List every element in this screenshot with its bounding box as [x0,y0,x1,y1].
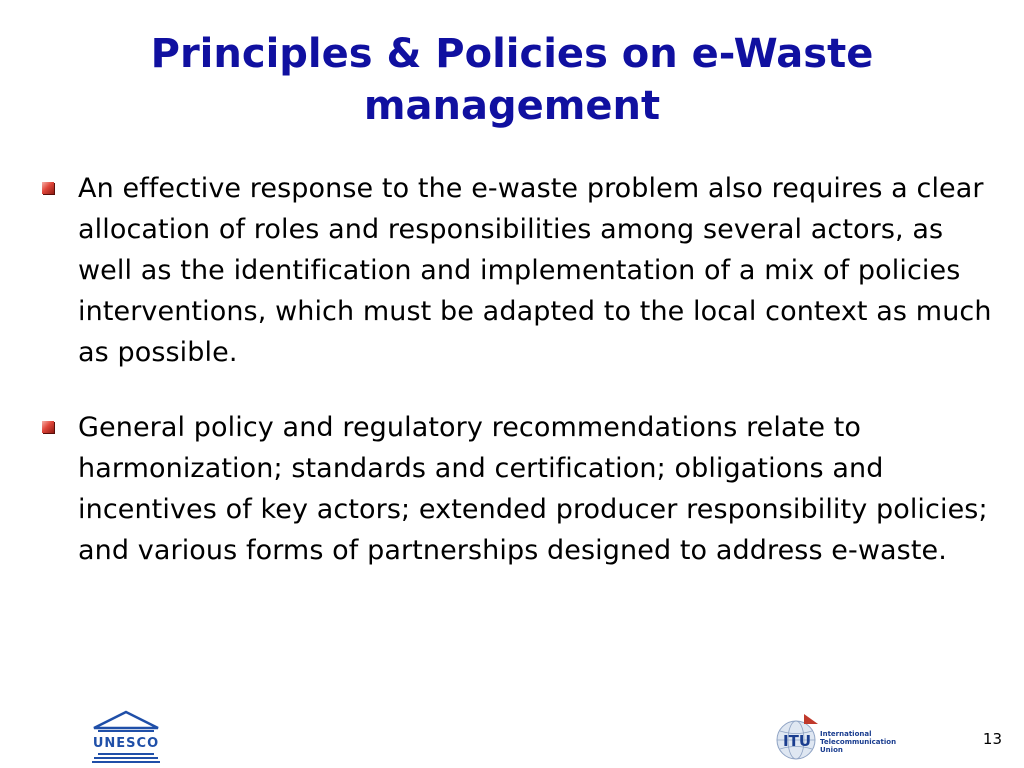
bullet-square-icon [42,421,54,433]
bullet-item [40,168,995,373]
itu-name [820,730,896,754]
itu-logo [774,710,897,764]
bullet-text: An effective response to the e-waste problem also requires a clear allocation of roles and responsibilities among several actors, as well as the identification and implementation of a mix of policies interventions, which must be adapted to the local context as much as possible. [78,173,992,368]
itu-name-line: Union [820,746,843,754]
slide-title: Principles & Policies on e-Waste management [150,31,874,129]
itu-name-line: International [820,730,872,738]
bullet-text: General policy and regulatory recommendations relate to harmonization; standards and certification; obligations and incentives of key actors; extended producer responsibility policies; and various forms of partnerships designed to address e-waste. [78,412,988,566]
unesco-wordmark: UNESCO [92,736,160,751]
globe-icon [774,710,822,764]
itu-name-line: Telecommunication [820,738,897,746]
bullet-square-icon [42,182,54,194]
bullet-list [40,168,995,605]
itu-abbr: ITU [783,732,811,750]
unesco-logo [90,710,162,768]
slide-number: 13 [982,730,1002,748]
bullet-item [40,407,995,571]
